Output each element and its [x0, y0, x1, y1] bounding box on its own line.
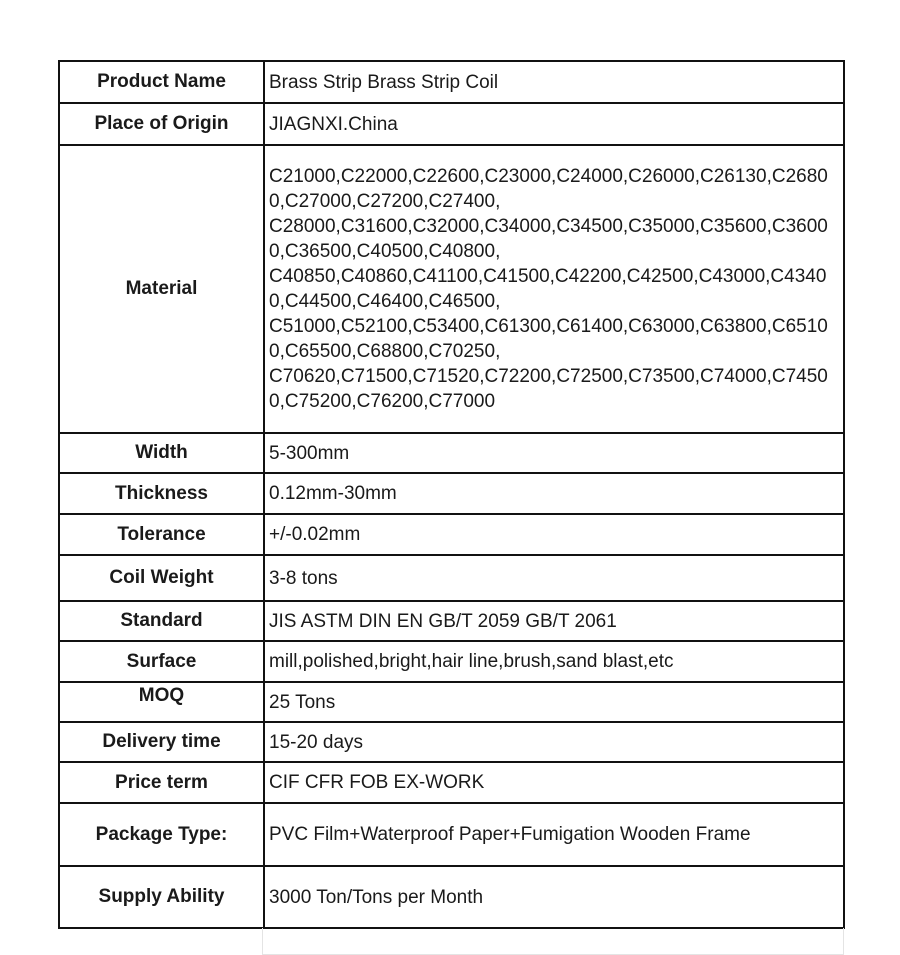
- row-value: 3-8 tons: [264, 555, 844, 601]
- table-row-price-term: [59, 762, 844, 803]
- row-value: 25 Tons: [264, 682, 844, 722]
- row-label: Width: [59, 433, 264, 473]
- material-grade-list: C21000,C22000,C22600,C23000,C24000,C26000,C26130,C26800,C27000,C27200,C27400, C28000,C31600,C32000,C34000,C34500,C35000,C35600,C36000,C36500,C40500,C40800, C40850,C40860,C41100,C41500,C42200,C42500,C43000,C43400,C44500,C46400,C46500, C51000,C52100,C53400,C61300,C61400,C63000,C63800,C65100,C65500,C68800,C70250, C70620,C71500,C71520,C72200,C72500,C73500,C74000,C74500,C75200,C76200,C77000: [269, 166, 828, 412]
- row-label: Price term: [59, 762, 264, 803]
- row-label: Coil Weight: [59, 555, 264, 601]
- row-label: Surface: [59, 641, 264, 682]
- row-label: Material: [59, 145, 264, 433]
- table-row-delivery-time: [59, 722, 844, 762]
- row-value: 0.12mm-30mm: [264, 473, 844, 514]
- row-value: CIF CFR FOB EX-WORK: [264, 762, 844, 803]
- table-row-place-of-origin: [59, 103, 844, 145]
- table-row-tolerance: [59, 514, 844, 555]
- row-label: Standard: [59, 601, 264, 641]
- row-label: MOQ: [59, 682, 264, 722]
- row-value: 15-20 days: [264, 722, 844, 762]
- row-label: Tolerance: [59, 514, 264, 555]
- table-row-coil-weight: [59, 555, 844, 601]
- row-value: PVC Film+Waterproof Paper+Fumigation Wooden Frame: [264, 803, 844, 866]
- row-value: JIAGNXI.China: [264, 103, 844, 145]
- row-value: JIS ASTM DIN EN GB/T 2059 GB/T 2061: [264, 601, 844, 641]
- table-row-standard: [59, 601, 844, 641]
- row-value: [264, 145, 844, 433]
- table-row-surface: [59, 641, 844, 682]
- row-label: Supply Ability: [59, 866, 264, 928]
- product-spec-table: [58, 60, 845, 929]
- row-value: mill,polished,bright,hair line,brush,sand blast,etc: [264, 641, 844, 682]
- row-value: 3000 Ton/Tons per Month: [264, 866, 844, 928]
- row-value: Brass Strip Brass Strip Coil: [264, 61, 844, 103]
- row-label: Place of Origin: [59, 103, 264, 145]
- table-row-width: [59, 433, 844, 473]
- row-label: Delivery time: [59, 722, 264, 762]
- table-row-thickness: [59, 473, 844, 514]
- row-value: 5-300mm: [264, 433, 844, 473]
- row-label: Thickness: [59, 473, 264, 514]
- table-row-material: [59, 145, 844, 433]
- faint-gridline: [262, 928, 263, 955]
- row-label: Product Name: [59, 61, 264, 103]
- table-row-supply-ability: [59, 866, 844, 928]
- row-label: Package Type:: [59, 803, 264, 866]
- table-row-moq: [59, 682, 844, 722]
- table-row-product-name: [59, 61, 844, 103]
- row-value: +/-0.02mm: [264, 514, 844, 555]
- faint-gridline: [843, 928, 844, 955]
- table-row-package-type: [59, 803, 844, 866]
